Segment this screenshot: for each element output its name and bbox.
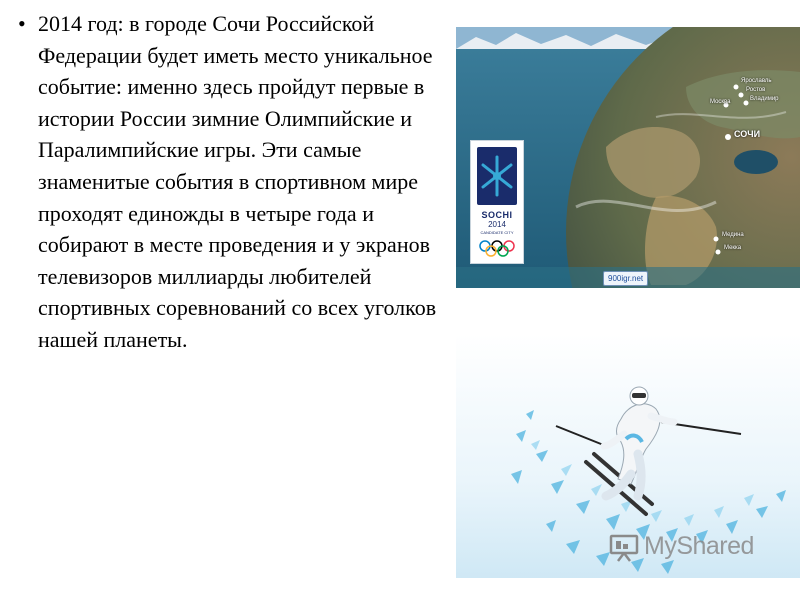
- myshared-text: MyShared: [644, 532, 754, 560]
- city-label: Москва: [710, 99, 731, 105]
- presentation-board-icon: [608, 532, 640, 562]
- bullet-list: [14, 8, 438, 356]
- city-label: Ярославль: [741, 78, 772, 84]
- city-label: Ростов: [746, 87, 766, 93]
- site-watermark: 900igr.net: [603, 271, 648, 286]
- globe-image: [456, 27, 800, 288]
- olympic-rings-icon: [471, 239, 523, 259]
- city-label: Мекка: [724, 245, 742, 251]
- city-label: Медина: [722, 232, 744, 238]
- city-label: Владимир: [750, 96, 779, 102]
- sochi-logo: [470, 140, 524, 264]
- logo-year: 2014: [488, 220, 506, 229]
- bullet-item: [14, 8, 438, 356]
- bullet-text: 2014 год: в городе Сочи Российской Федерации будет иметь место уникальное событие: именно здесь пройдут первые в истории России зимние Олимпийские и Паралимпийские игры. Эти самые знаменитые события в спортивном мире проходят единожды в четыре года и собирают в месте проведения и у экранов телевизоров миллиарды любителей спортивных соревнований со всех уголков нашей планеты.: [38, 11, 437, 352]
- bullet-marker: •: [18, 11, 26, 36]
- skier-image: [456, 334, 800, 578]
- logo-subtitle: CANDIDATE CITY: [480, 230, 514, 235]
- snowflake-icon: [471, 143, 523, 209]
- logo-name: SOCHI: [481, 210, 513, 220]
- city-label: СОЧИ: [734, 129, 761, 139]
